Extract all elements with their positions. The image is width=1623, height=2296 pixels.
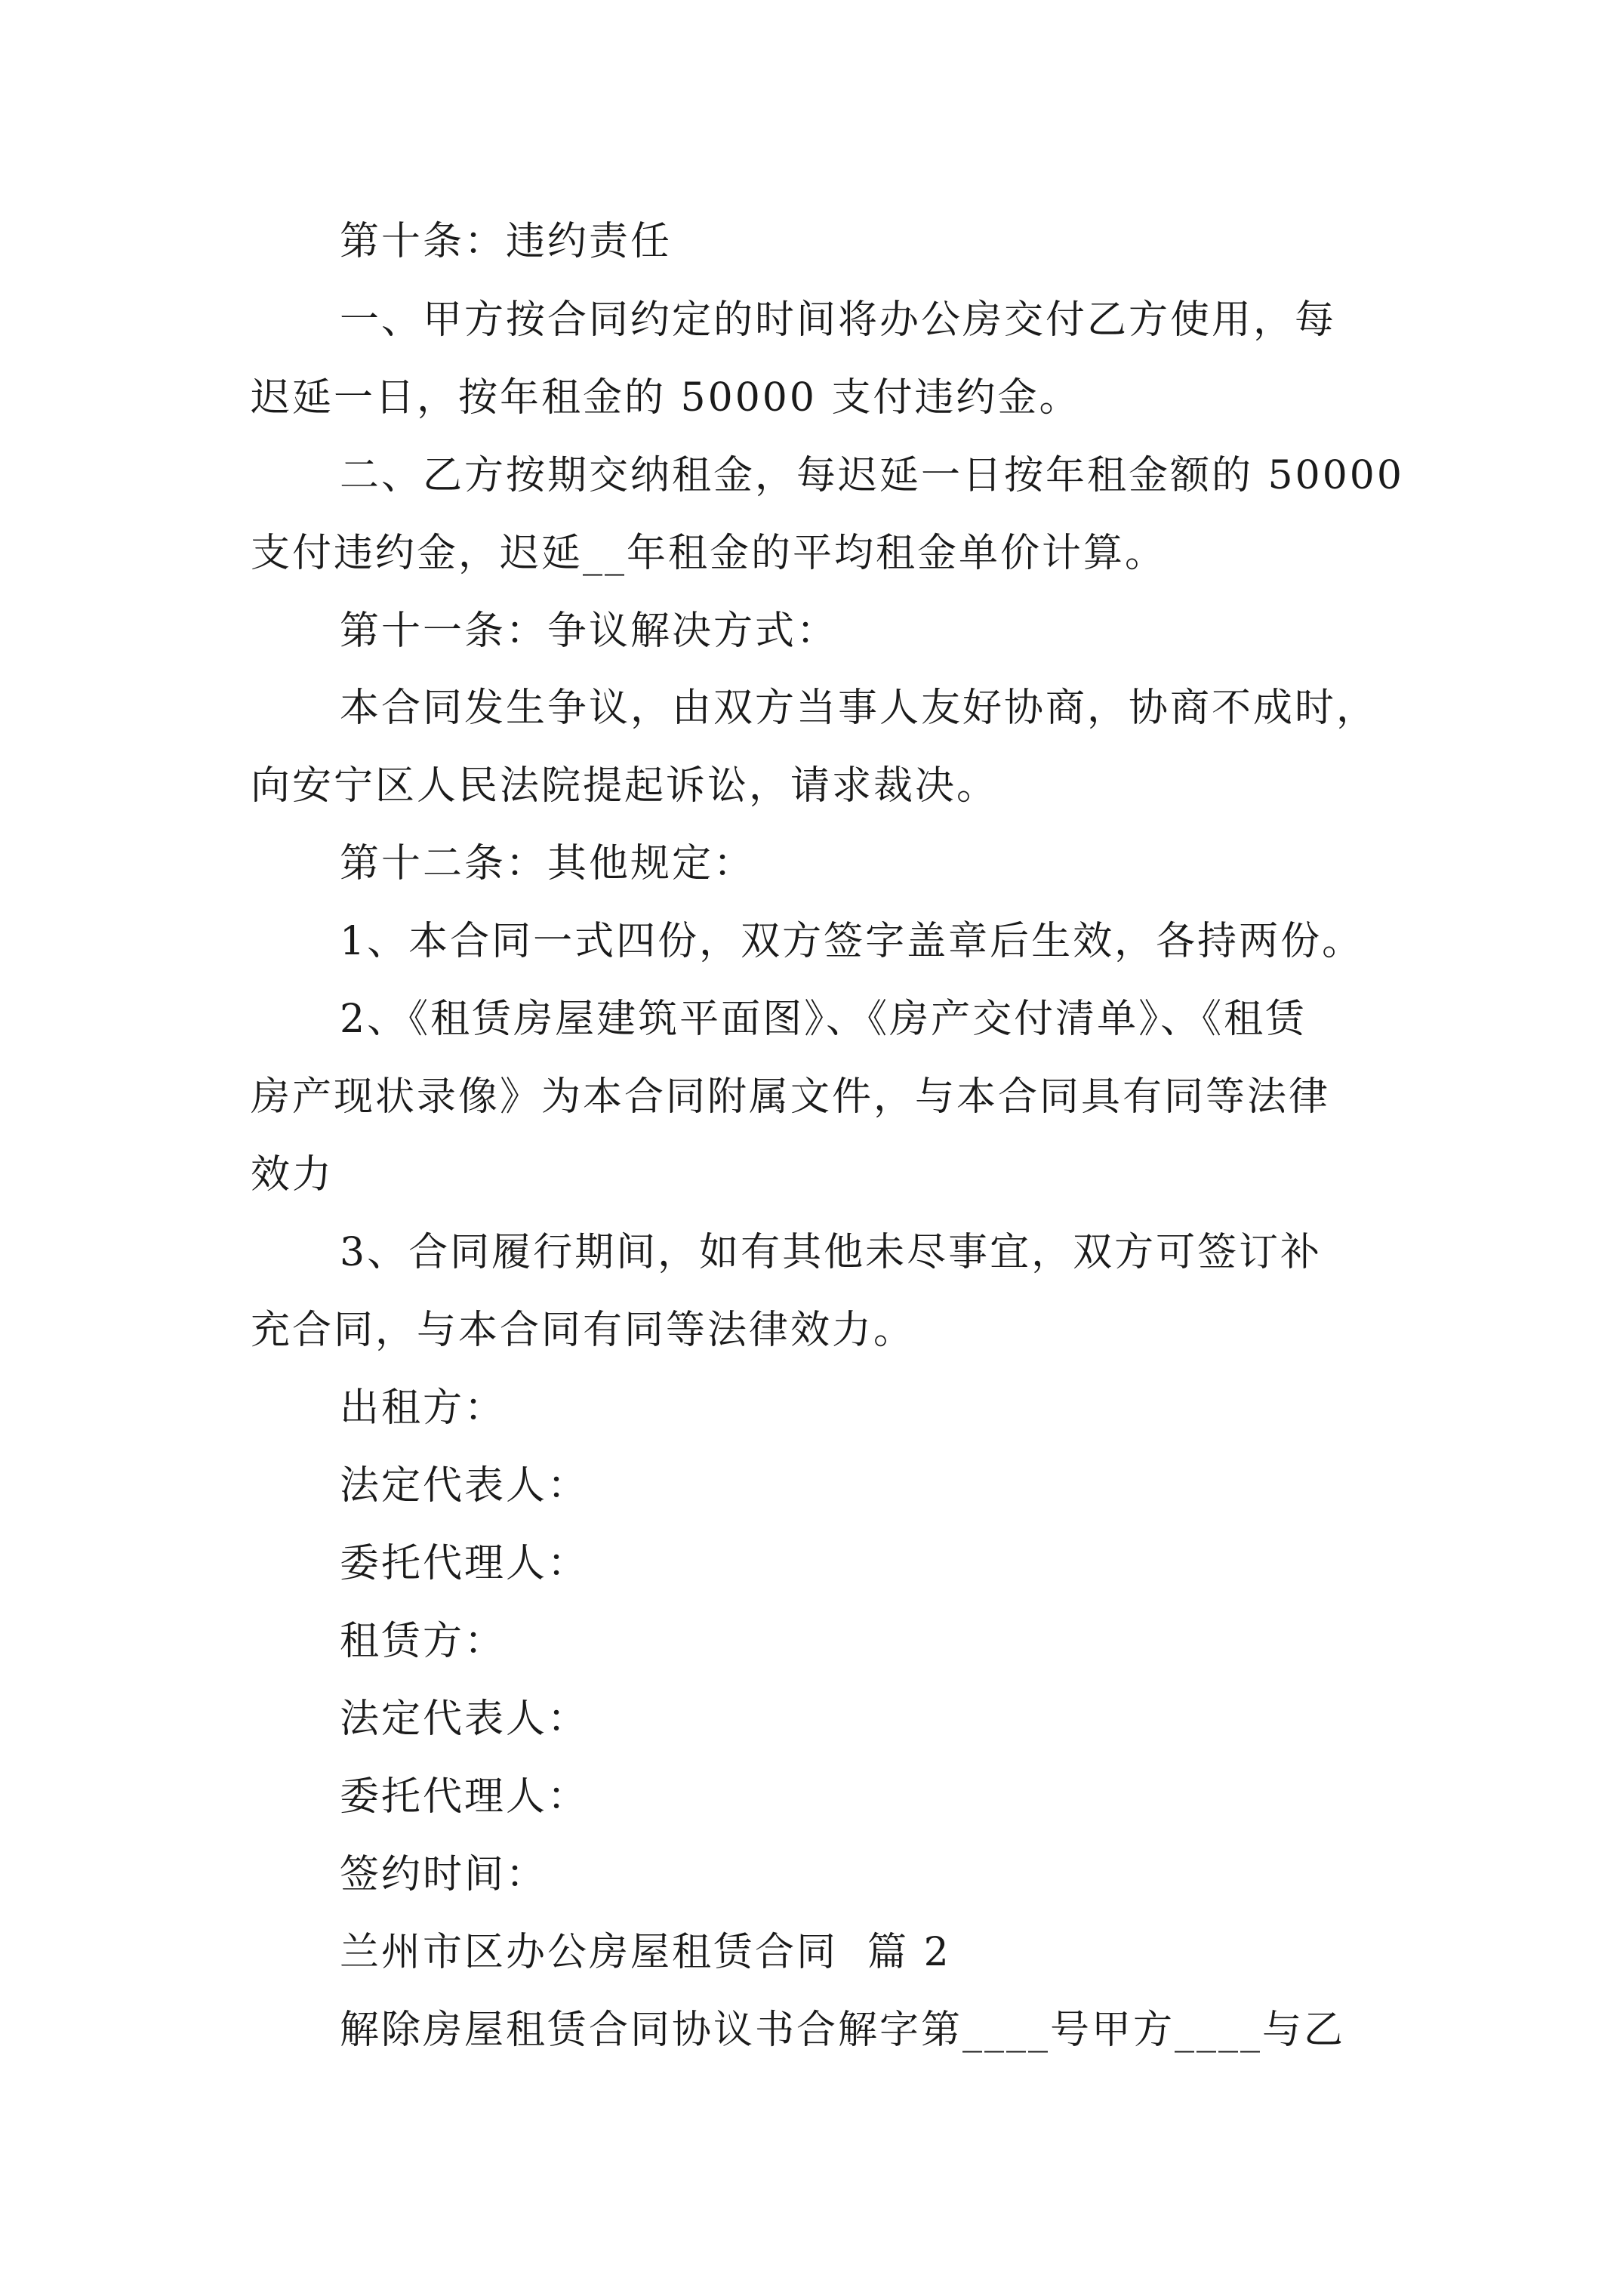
- signature-field-legal-rep: 法定代表人：: [340, 1463, 590, 1509]
- paragraph-line: 解除房屋租赁合同协议书合解字第____号甲方____与乙: [340, 2008, 1346, 2053]
- paragraph-line: 一、甲方按合同约定的时间将办公房交付乙方使用，每: [340, 297, 1337, 343]
- paragraph-line: 效力: [251, 1152, 334, 1197]
- paragraph-line: 本合同发生争议，由双方当事人友好协商，协商不成时，: [340, 686, 1378, 731]
- article-11-heading: 第十一条：争议解决方式：: [340, 609, 839, 654]
- signature-field-lessee: 租赁方：: [340, 1619, 507, 1664]
- paragraph-line: 迟延一日，按年租金的 50000 支付违约金。: [251, 375, 1081, 421]
- paragraph-line: 支付违约金，迟延__年租金的平均租金单价计算。: [251, 531, 1167, 576]
- article-10-heading: 第十条：违约责任: [340, 219, 673, 264]
- signature-field-legal-rep: 法定代表人：: [340, 1697, 590, 1742]
- paragraph-line: 3、合同履行期间，如有其他未尽事宜，双方可签订补: [340, 1230, 1323, 1275]
- paragraph-line: 2、《租赁房屋建筑平面图》、《房产交付清单》、《租赁: [340, 997, 1307, 1042]
- paragraph-line: 向安宁区人民法院提起诉讼，请求裁决。: [251, 763, 999, 809]
- article-12-heading: 第十二条：其他规定：: [340, 841, 756, 886]
- paragraph-line: 充合同，与本合同有同等法律效力。: [251, 1308, 916, 1353]
- paragraph-line: 二、乙方按期交纳租金，每迟延一日按年租金额的 50000: [340, 453, 1404, 498]
- section-title: 兰州市区办公房屋租赁合同 篇 2: [340, 1930, 951, 1975]
- signature-field-lessor: 出租方：: [340, 1385, 507, 1431]
- paragraph-line: 1、本合同一式四份，双方签字盖章后生效，各持两份。: [340, 919, 1364, 964]
- signature-field-agent: 委托代理人：: [340, 1774, 590, 1820]
- signature-field-agent: 委托代理人：: [340, 1541, 590, 1586]
- signature-field-date: 签约时间：: [340, 1852, 548, 1897]
- paragraph-line: 房产现状录像》为本合同附属文件，与本合同具有同等法律: [251, 1074, 1331, 1120]
